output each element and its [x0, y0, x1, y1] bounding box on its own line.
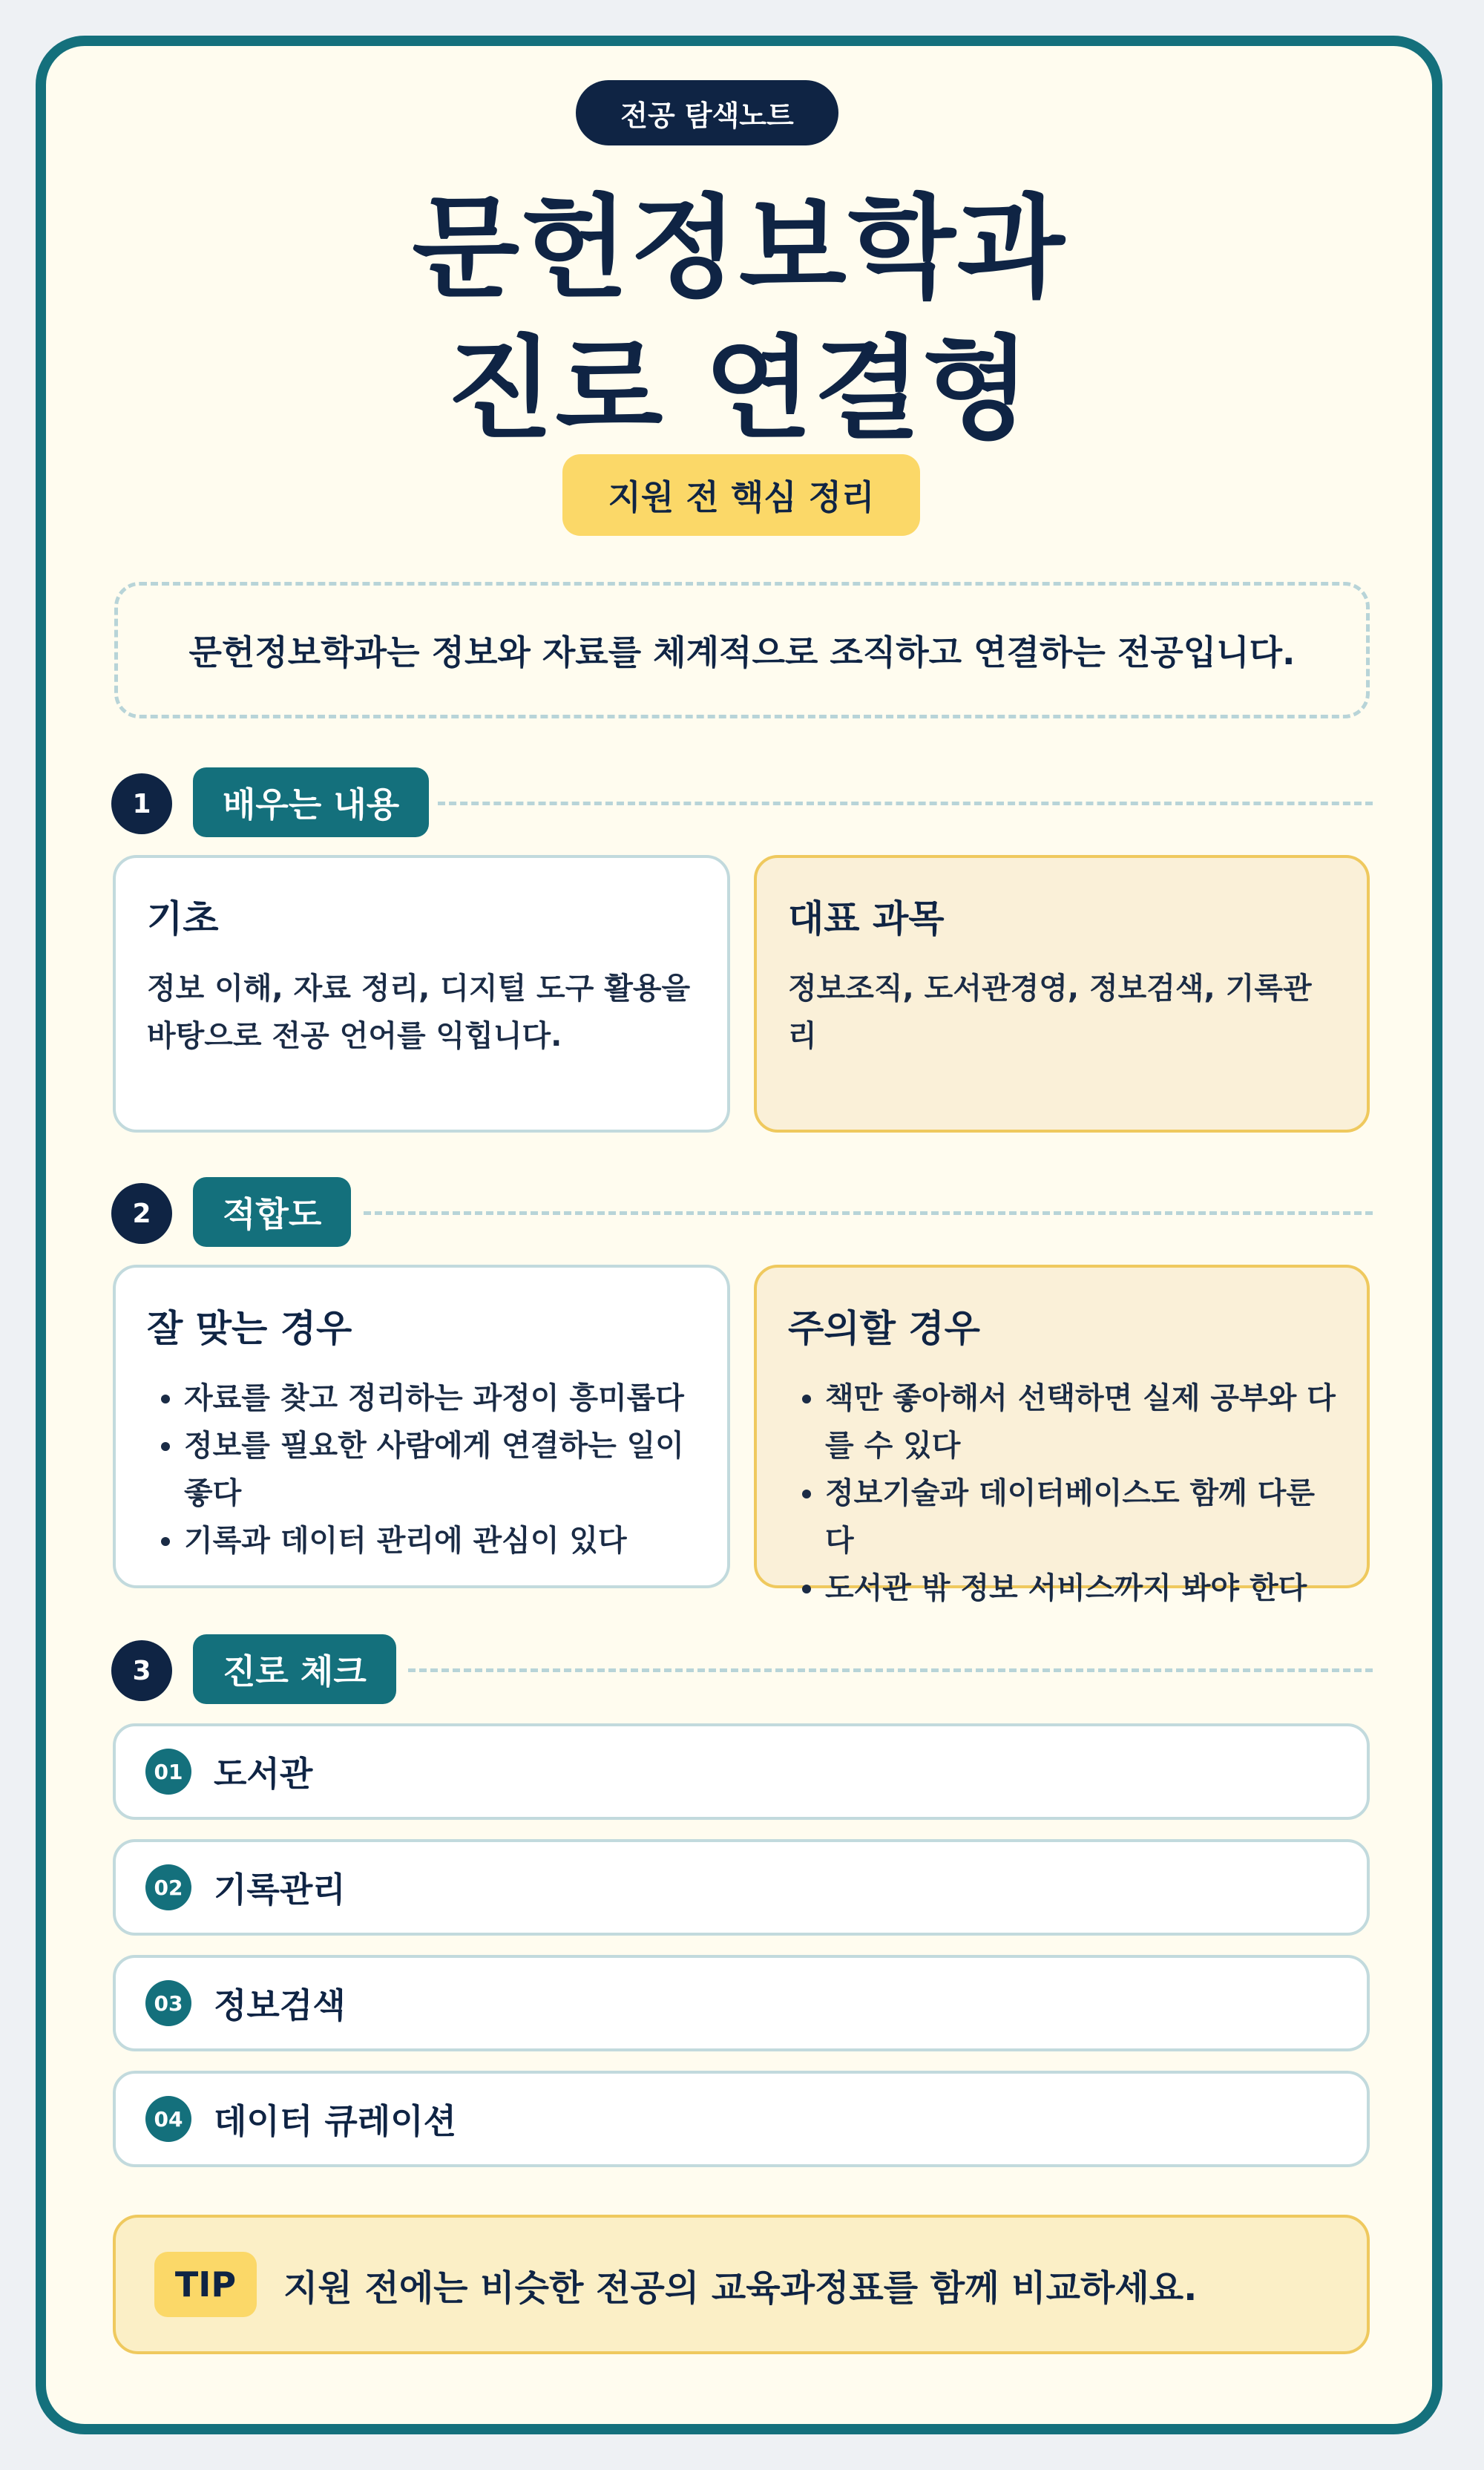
card-title: 기초: [147, 897, 219, 940]
card-title: 잘 맞는 경우: [147, 1307, 352, 1350]
tip-box: [113, 2215, 1370, 2354]
section-label: 적합도: [193, 1177, 351, 1247]
intro-box: [114, 582, 1370, 718]
list-item: • 자료를 찾고 정리하는 과정이 흥미롭다: [184, 1375, 696, 1422]
section-1-header: [111, 767, 1373, 839]
fit-caution-card: [754, 1265, 1370, 1605]
section-divider: [364, 1211, 1373, 1215]
fit-good-card: [113, 1265, 730, 1588]
tip-text: 지원 전에는 비슷한 전공의 교육과정표를 함께 비교하세요.: [283, 2267, 1198, 2309]
title-line-2: 진로 연결형: [446, 325, 1032, 454]
section-2-header: [111, 1177, 1373, 1248]
career-label: 기록관리: [214, 1870, 346, 1910]
tip-tag: TIP: [154, 2252, 257, 2317]
career-label: 도서관: [214, 1754, 313, 1794]
list-item: • 도서관 밖 정보 서비스까지 봐야 한다: [825, 1565, 1336, 1612]
subtitle-badge: 지원 전 핵심 정리: [562, 454, 920, 536]
career-item-records: [113, 1839, 1370, 1936]
list-item: • 기록과 데이터 관리에 관심이 있다: [184, 1517, 696, 1565]
header-badge: 전공 탐색노트: [576, 80, 838, 145]
card-text: 정보조직, 도서관경영, 정보검색, 기록관리: [788, 972, 1312, 1053]
section-label: 배우는 내용: [193, 767, 429, 837]
career-number: 01: [145, 1749, 191, 1795]
career-number: 02: [145, 1864, 191, 1910]
section-number: 3: [111, 1640, 172, 1701]
fit-caution-list: [788, 1375, 1336, 1612]
list-item: • 책만 좋아해서 선택하면 실제 공부와 다를 수 있다: [825, 1375, 1336, 1470]
list-item: • 정보기술과 데이터베이스도 함께 다룬다: [825, 1470, 1336, 1565]
card-title: 주의할 경우: [788, 1307, 980, 1350]
page-title: [36, 178, 1442, 460]
career-item-search: [113, 1955, 1370, 2051]
section-label: 진로 체크: [193, 1634, 396, 1704]
card-title: 대표 과목: [788, 897, 945, 940]
section-number: 2: [111, 1183, 172, 1244]
basics-card: [113, 855, 730, 1133]
career-item-library: [113, 1723, 1370, 1820]
card-text: 정보 이해, 자료 정리, 디지털 도구 활용을 바탕으로 전공 언어를 익힙니다.: [147, 972, 691, 1053]
career-number: 04: [145, 2096, 191, 2142]
section-divider: [408, 1668, 1373, 1672]
section-3-header: [111, 1634, 1373, 1706]
career-item-curation: [113, 2071, 1370, 2167]
subjects-card: [754, 855, 1370, 1133]
career-label: 정보검색: [214, 1985, 346, 2025]
intro-text: 문헌정보학과는 정보와 자료를 체계적으로 조직하고 연결하는 전공입니다.: [188, 632, 1296, 672]
section-divider: [438, 802, 1373, 805]
fit-good-list: [147, 1375, 696, 1565]
career-number: 03: [145, 1980, 191, 2026]
career-label: 데이터 큐레이션: [214, 2101, 457, 2141]
section-number: 1: [111, 773, 172, 834]
title-line-1: 문헌정보학과: [412, 184, 1066, 313]
list-item: • 정보를 필요한 사람에게 연결하는 일이 좋다: [184, 1422, 696, 1517]
